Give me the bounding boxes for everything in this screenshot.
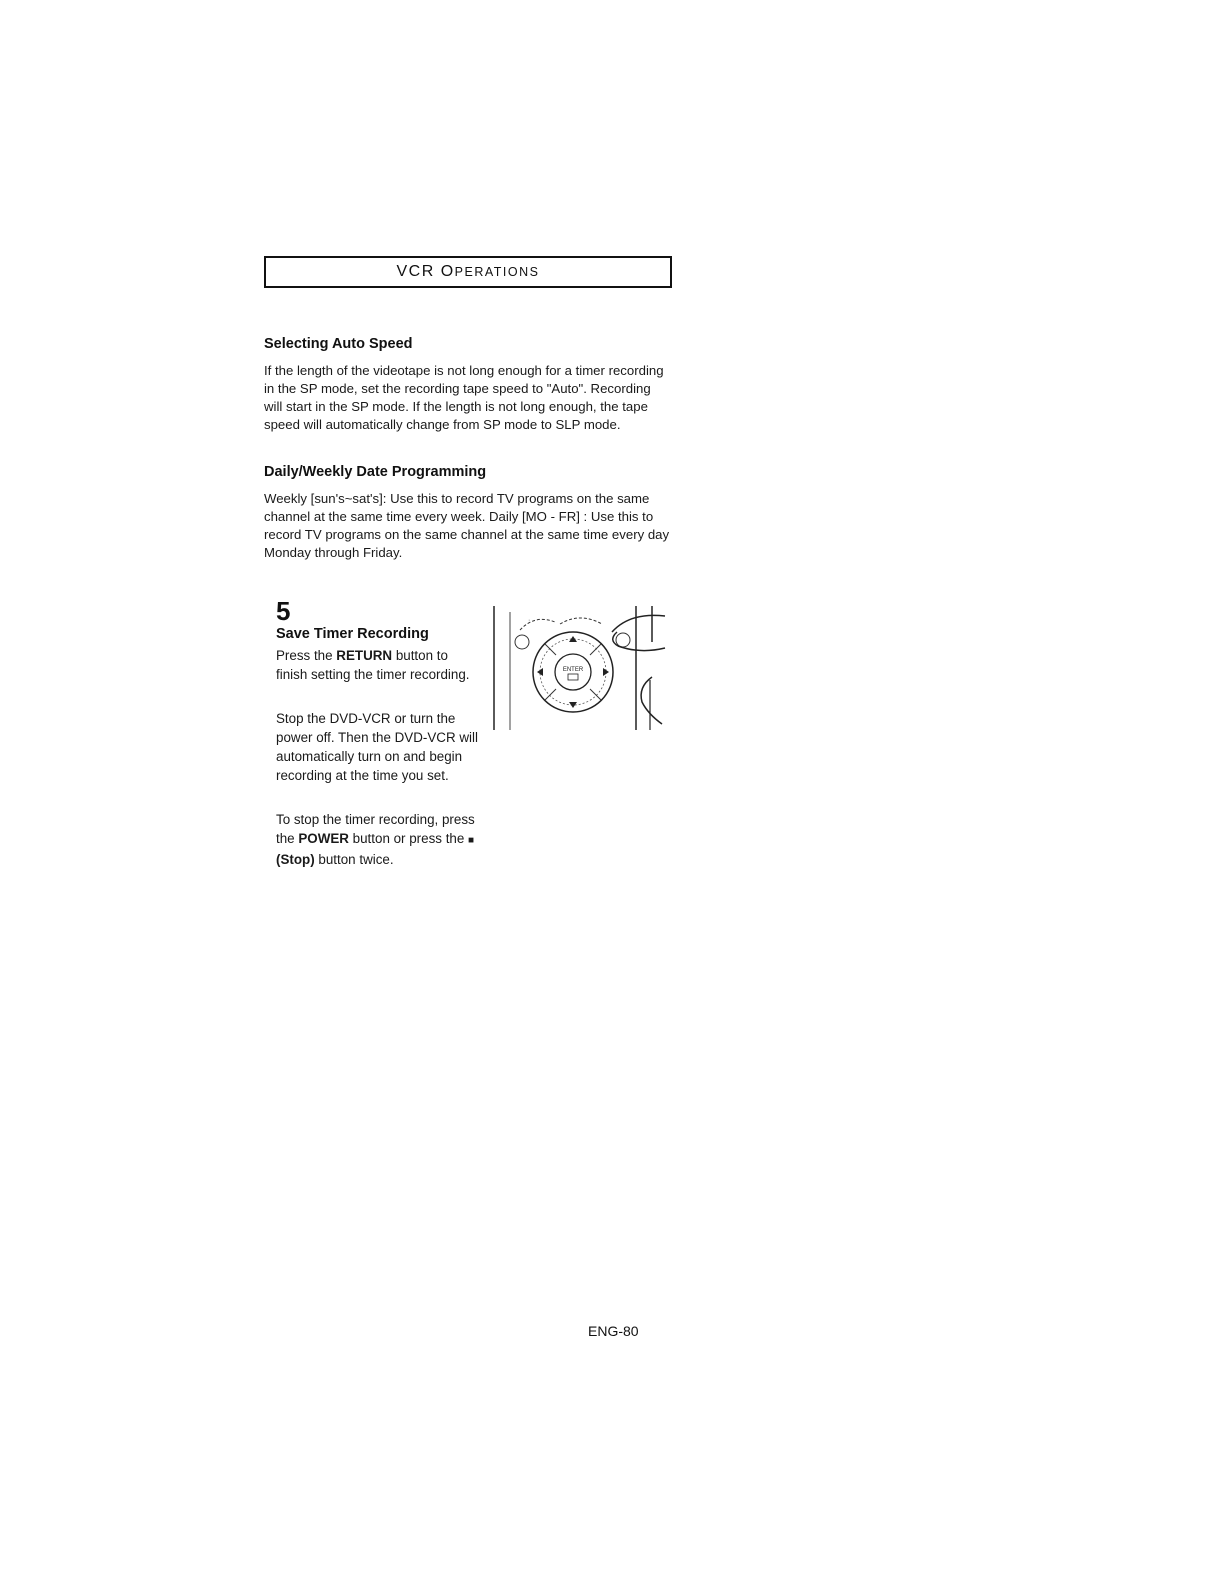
paragraph-auto-speed: If the length of the videotape is not long enough for a timer recording in the SP mode, set the recording tape speed to "Auto". Recording will start in the SP mode. If the length is not long enough, the tape speed will automatically change from SP mode to SLP mode. [264,363,664,432]
step-paragraph-stop [276,810,481,869]
section-title-rest: PERATIONS [454,265,540,279]
hand-icon [641,677,662,724]
paragraph-date-programming: Weekly [sun's~sat's]: Use this to record TV programs on the same channel at the same time every week. Daily [MO - FR] : Use this to record TV programs on the same channel at the same time every day Monday through Friday. [264,491,670,560]
step-text: button to finish setting the timer recording. [276,648,470,682]
heading-auto-speed: Selecting Auto Speed [264,336,413,352]
step-number: 5 [276,596,291,626]
stop-button-label: (Stop) [276,852,315,867]
step-title: Save Timer Recording [276,626,429,642]
step-text: button or press the [348,831,469,846]
step-text: button twice. [314,852,394,867]
remote-control-illustration [490,602,675,732]
enter-button-label: ENTER [562,667,584,673]
heading-date-programming: Daily/Weekly Date Programming [264,464,487,480]
return-button-label: RETURN [336,648,393,663]
step-paragraph-power-off: Stop the DVD-VCR or turn the power off. Then the DVD-VCR will automatically turn on and begin recording at the time you set. [276,711,478,783]
power-button-label: POWER [298,831,349,846]
stop-icon: ■ [468,835,475,846]
step-text: Press the [276,648,337,663]
menu-button-outline [520,619,555,630]
section-title [266,263,670,281]
section-header [264,256,672,288]
remote-top-label: · [528,617,531,624]
return-button-outline [560,618,602,624]
step-text: To stop the timer recording, press the [276,812,475,846]
page-number: ENG-80 [588,1323,639,1339]
return-button-icon [616,633,630,647]
section-title-lead: VCR O [396,263,455,280]
menu-button-icon [515,635,529,649]
step-paragraph-return [276,646,481,684]
finger-icon [612,615,665,632]
